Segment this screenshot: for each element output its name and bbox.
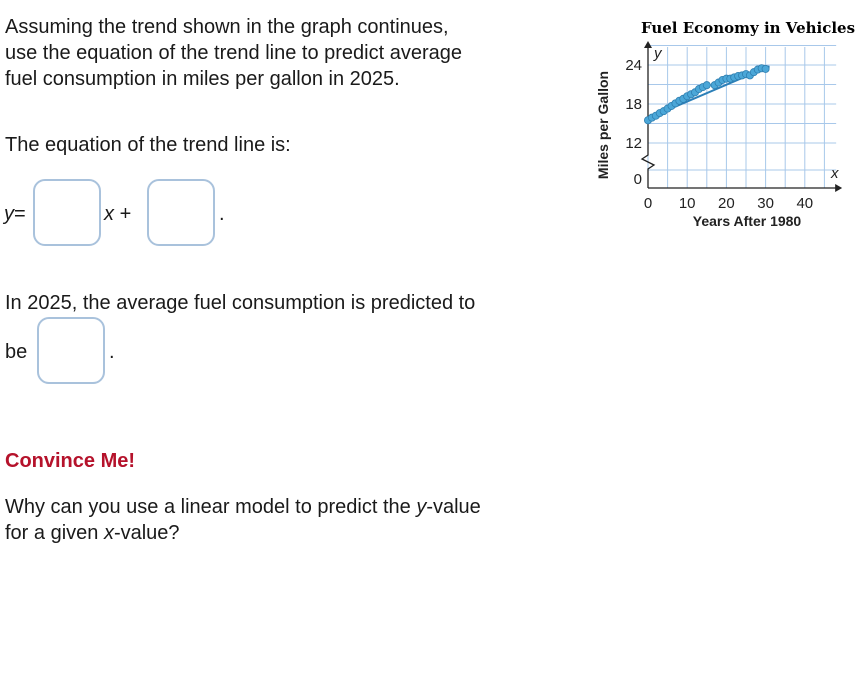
- x-variable: x: [104, 203, 114, 225]
- equation-x-term: [104, 201, 131, 227]
- chart-title: Fuel Economy in Vehicles: [640, 19, 855, 37]
- plus-sign: +: [119, 203, 132, 225]
- y-tick-label: 18: [625, 96, 642, 113]
- prediction-period: .: [109, 341, 115, 363]
- x-tick-label: 40: [796, 195, 814, 212]
- chart-axes: [642, 41, 842, 192]
- x-tick-label: 10: [678, 195, 696, 212]
- chart-grid: [648, 46, 836, 189]
- prediction-be: be: [5, 341, 28, 363]
- equation-intro: The equation of the trend line is:: [5, 134, 291, 156]
- prompt-line: fuel consumption in miles per gallon in 2025.: [5, 68, 400, 90]
- prompt-line: Assuming the trend shown in the graph continues,: [5, 16, 449, 38]
- y-tick-label: 0: [633, 171, 642, 188]
- x-tick-label: 0: [643, 195, 653, 212]
- data-point: [703, 82, 710, 89]
- convince-me-heading: Convince Me!: [5, 450, 136, 472]
- y-axis-variable: y: [654, 45, 662, 62]
- x-axis-variable: x: [831, 165, 839, 182]
- data-point: [762, 65, 769, 72]
- slope-answer-box[interactable]: [33, 179, 101, 246]
- convince-question-line: for a given x-value?: [5, 522, 180, 544]
- prediction-text: In 2025, the average fuel consumption is predicted to: [5, 292, 476, 314]
- y-tick-label: 24: [625, 57, 642, 74]
- x-tick-label: 20: [718, 195, 735, 212]
- prompt-line: use the equation of the trend line to predict average: [5, 42, 462, 64]
- y-axis-label: Miles per Gallon: [595, 70, 611, 180]
- intercept-answer-box[interactable]: [147, 179, 215, 246]
- prediction-answer-box[interactable]: [37, 317, 105, 384]
- x-axis-label: Years After 1980: [692, 213, 802, 229]
- y-axis-arrow: [644, 41, 652, 48]
- question-prompt: [5, 14, 565, 92]
- x-axis-arrow: [835, 184, 842, 192]
- equals-sign: =: [14, 203, 26, 225]
- x-tick-label: 30: [757, 195, 774, 212]
- y-tick-label: 12: [625, 135, 642, 152]
- equation-lhs: [4, 201, 26, 227]
- convince-question: [5, 494, 565, 546]
- convince-question-line: Why can you use a linear model to predict the y-value: [5, 496, 481, 518]
- equation-period: .: [219, 203, 225, 225]
- fuel-economy-chart: [590, 10, 855, 240]
- y-variable: y: [4, 203, 14, 225]
